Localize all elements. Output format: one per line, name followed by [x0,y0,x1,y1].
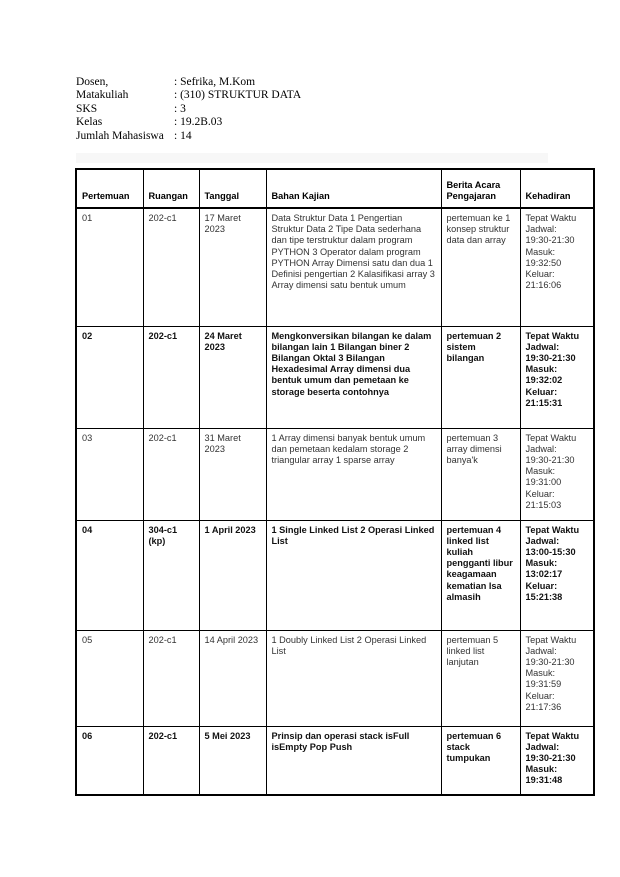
kehadiran-value: 19:30-21:30 [525,235,575,246]
cell-ruangan: 202-c1 [143,630,199,726]
info-value: : 14 [174,129,192,142]
kehadiran-label: Keluar: [525,580,558,591]
kehadiran-value: 21:15:03 [525,499,562,510]
cell-tanggal: 24 Maret 2023 [199,326,266,428]
cell-ruangan: 202-c1 [143,726,199,795]
kehadiran-status: Tepat Waktu [525,213,577,223]
cell-berita-acara: pertemuan 6 stack tumpukan [441,726,520,795]
table-header-row [76,169,594,208]
header-ruangan: Ruangan [143,169,199,208]
kehadiran-label: Jadwal: [525,341,560,352]
cell-pertemuan: 04 [76,520,143,630]
cell-ruangan: 202-c1 [143,208,199,326]
cell-pertemuan: 02 [76,326,143,428]
kehadiran-label: Masuk: [525,364,558,375]
cell-ruangan: 202-c1 [143,326,199,428]
kehadiran-status: Tepat Waktu [525,634,577,645]
kehadiran-value: 21:16:06 [525,280,562,291]
kehadiran-label: Keluar: [525,386,558,397]
header-pertemuan: Pertemuan [76,169,143,208]
info-value: : 3 [174,102,186,115]
table-row [76,520,594,630]
attendance-table [75,168,595,796]
info-row-matakuliah [76,89,301,102]
cell-pertemuan: 05 [76,630,143,726]
kehadiran-value: 19:30-21:30 [525,752,576,763]
info-value: : (310) STRUKTUR DATA [174,89,302,102]
kehadiran-value: 21:15:31 [525,397,563,408]
kehadiran-value: 19:30-21:30 [525,454,575,465]
table-row [76,630,594,726]
kehadiran-status: Tepat Waktu [525,524,580,535]
kehadiran-value: 19:30-21:30 [525,656,575,667]
info-label: Jumlah Mahasiswa [76,129,164,142]
table-row [76,428,594,520]
cell-ruangan: 304-c1 (kp) [143,520,199,630]
kehadiran-value: 19:30-21:30 [525,352,576,363]
kehadiran-label: Masuk: [525,466,556,477]
cell-bahan-kajian: 1 Doubly Linked List 2 Operasi Linked List [266,630,441,726]
header-kehadiran: Kehadiran [520,169,594,208]
kehadiran-status: Tepat Waktu [525,330,580,341]
kehadiran-value: 19:31:59 [525,679,562,690]
cell-kehadiran [520,726,594,795]
kehadiran-value: 19:32:02 [525,375,563,386]
kehadiran-label: Keluar: [525,690,555,701]
cell-kehadiran [520,326,594,428]
kehadiran-label: Masuk: [525,764,558,775]
info-row-kelas [76,116,301,129]
cell-bahan-kajian: 1 Single Linked List 2 Operasi Linked List [266,520,441,630]
kehadiran-label: Keluar: [525,269,555,280]
kehadiran-value: 19:32:50 [525,257,562,268]
kehadiran-value: 13:00-15:30 [525,546,576,557]
kehadiran-label: Masuk: [525,668,556,679]
cell-pertemuan: 01 [76,208,143,326]
kehadiran-label: Jadwal: [525,443,557,454]
info-value: : 19.2B.03 [174,116,223,129]
cell-berita-acara: pertemuan 5 linked list lanjutan [441,630,520,726]
cell-berita-acara: pertemuan 3 array dimensi banya'k [441,428,520,520]
kehadiran-status: Tepat Waktu [525,432,577,443]
kehadiran-label: Jadwal: [525,224,557,235]
cell-berita-acara: pertemuan ke 1 konsep struktur data dan array [441,208,520,326]
separator-band [76,153,548,163]
cell-kehadiran [520,208,594,326]
header-bahan-kajian: Bahan Kajian [266,169,441,208]
info-label: Matakuliah [76,89,129,102]
cell-tanggal: 14 April 2023 [199,630,266,726]
info-row-dosen [76,76,301,89]
kehadiran-label: Jadwal: [525,535,560,546]
kehadiran-label: Masuk: [525,246,556,257]
table-row [76,208,594,326]
kehadiran-label: Jadwal: [525,741,560,752]
kehadiran-value: 19:31:00 [525,477,562,488]
kehadiran-status: Tepat Waktu [525,730,580,741]
info-label: SKS [76,102,98,115]
cell-tanggal: 17 Maret 2023 [199,208,266,326]
cell-bahan-kajian: Data Struktur Data 1 Pengertian Struktur Data 2 Tipe Data sederhana dan tipe terstruktur dalam program PYTHON 3 Operator dalam program PYTHON Array Dimensi satu dan dua 1 Definisi pengertian 2 Kalasifikasi array 3 Array dimensi satu bentuk umum [266,208,441,326]
info-label: Kelas [76,116,103,129]
table-row [76,326,594,428]
info-value: : Sefrika, M.Kom [174,76,256,88]
header-berita-acara: Berita Acara Pengajaran [441,169,520,208]
cell-pertemuan: 06 [76,726,143,795]
kehadiran-value: 15:21:38 [525,591,563,602]
cell-berita-acara: pertemuan 4 linked list kuliah pengganti libur keagamaan kematian Isa almasih [441,520,520,630]
info-label: Dosen, [76,76,109,88]
cell-bahan-kajian: 1 Array dimensi banyak bentuk umum dan pemetaan kedalam storage 2 triangular array 1 sparse array [266,428,441,520]
kehadiran-label: Jadwal: [525,645,557,656]
cell-tanggal: 31 Maret 2023 [199,428,266,520]
cell-bahan-kajian: Mengkonversikan bilangan ke dalam bilangan lain 1 Bilangan biner 2 Bilangan Oktal 3 Bilangan Hexadesimal Array dimensi dua bentuk umum dan pemetaan ke storage beserta contohnya [266,326,441,428]
info-row-jumlah-mahasiswa [76,130,301,143]
header-tanggal: Tanggal [199,169,266,208]
kehadiran-value: 13:02:17 [525,569,563,580]
kehadiran-value: 19:31:48 [525,775,563,786]
info-row-sks [76,103,301,116]
cell-bahan-kajian: Prinsip dan operasi stack isFull isEmpty Pop Push [266,726,441,795]
kehadiran-label: Keluar: [525,488,555,499]
kehadiran-label: Masuk: [525,558,558,569]
cell-tanggal: 5 Mei 2023 [199,726,266,795]
cell-kehadiran [520,520,594,630]
table-row [76,726,594,795]
cell-kehadiran [520,428,594,520]
cell-berita-acara: pertemuan 2 sistem bilangan [441,326,520,428]
cell-ruangan: 202-c1 [143,428,199,520]
kehadiran-value: 21:17:36 [525,701,562,712]
cell-kehadiran [520,630,594,726]
cell-pertemuan: 03 [76,428,143,520]
course-info [76,76,301,143]
cell-tanggal: 1 April 2023 [199,520,266,630]
